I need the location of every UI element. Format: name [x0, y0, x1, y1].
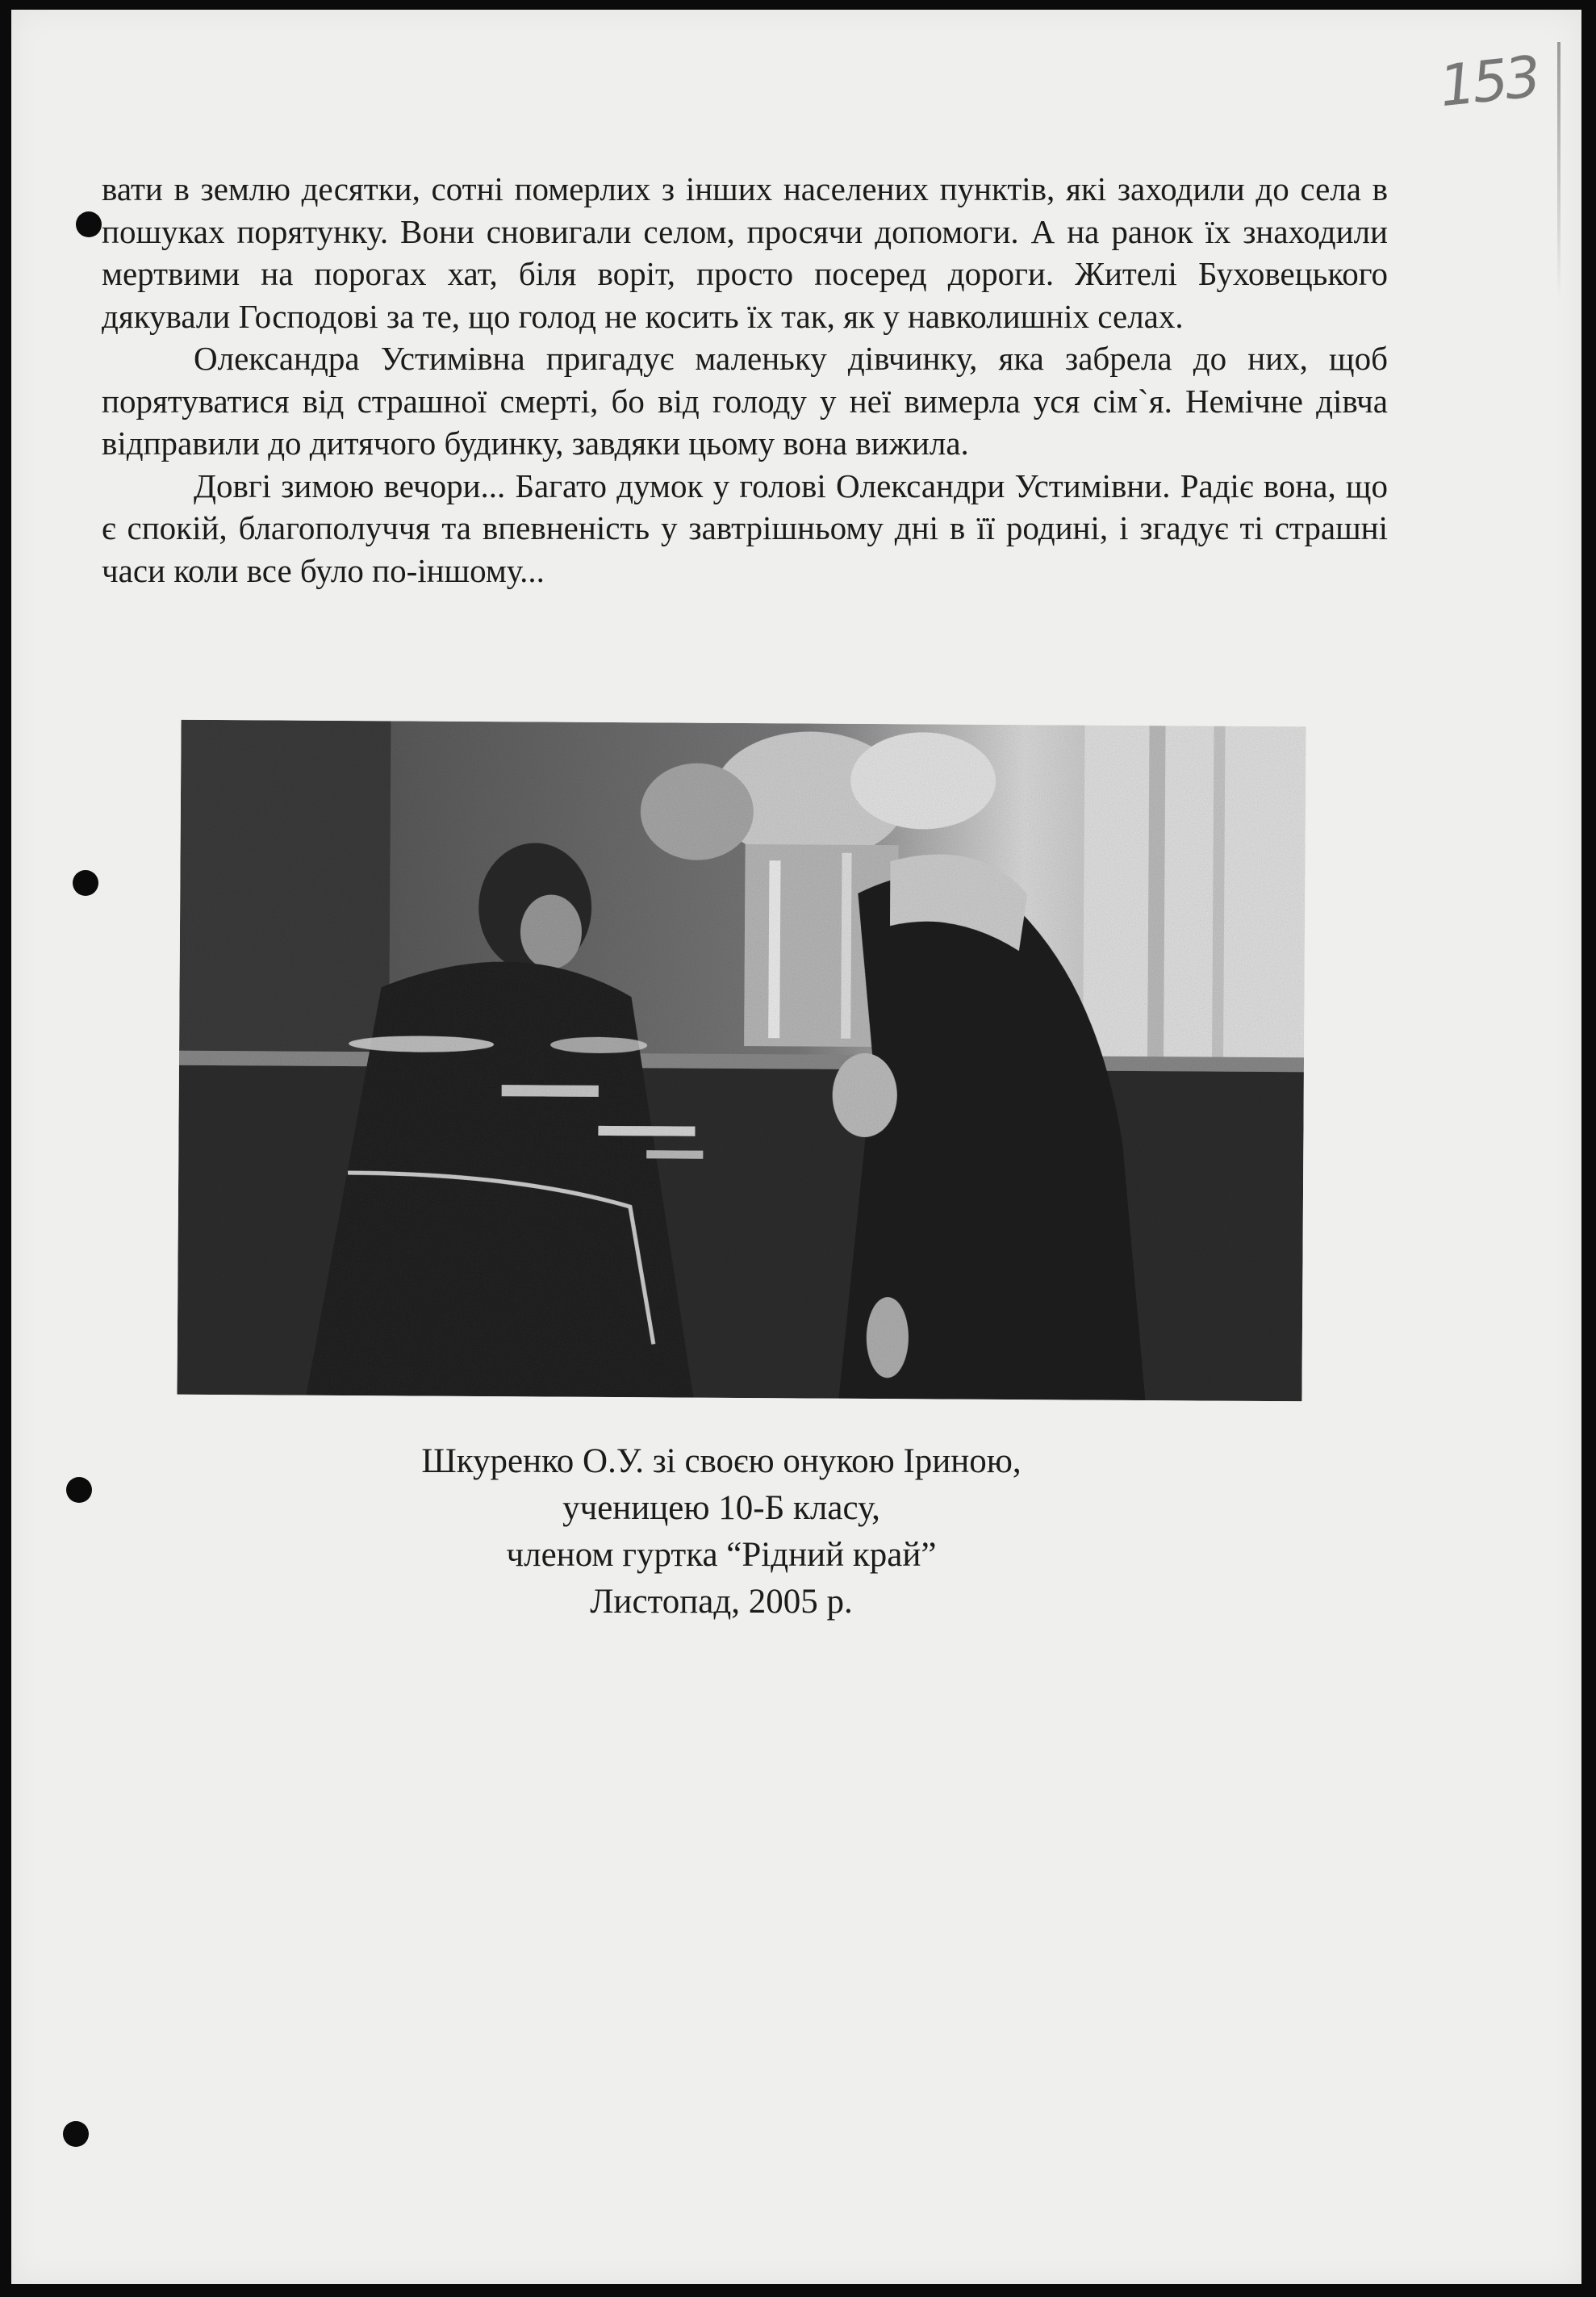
page-number: 153 — [1436, 43, 1541, 120]
body-text — [102, 168, 1388, 592]
photograph — [177, 720, 1306, 1401]
caption-line-1: Шкуренко О.У. зі своєю онукою Іриною, — [421, 1442, 1022, 1480]
paragraph-2: Олександра Устимівна пригадує маленьку дівчинку, яка забрела до них, щоб порятуватися від страшної смерті, бо від голоду у неї вимерла уся сім`я. Немічне дівча відправили до дитячого будинку, завдяки цьому вона вижила. — [102, 340, 1388, 462]
punch-hole — [73, 870, 98, 896]
document-page — [11, 10, 1581, 2284]
photo-caption — [302, 1438, 1141, 1625]
paragraph-1: вати в землю десятки, сотні померлих з інших населених пунктів, які заходили до села в пошуках порятунку. Вони сновигали селом, просячи допомоги. А на ранок їх знаходили мертвими на порогах хат, біля воріт, просто посеред дороги. Жителі Буховецького дякували Господові за те, що голод не косить їх так, як у навколишніх селах. — [102, 170, 1388, 335]
punch-hole — [63, 2121, 89, 2147]
caption-line-4: Листопад, 2005 р. — [590, 1583, 853, 1621]
scan-edge-mark — [1557, 42, 1560, 300]
paragraph-3: Довгі зимою вечори... Багато думок у голові Олександри Устимівни. Радіє вона, що є спокій, благополуччя та впевненість у завтрішньому дні в її родині, і згадує ті страшні часи коли все було по-іншому... — [102, 467, 1388, 589]
punch-hole — [76, 211, 102, 237]
caption-line-2: ученицею 10-Б класу, — [562, 1489, 880, 1527]
punch-hole — [66, 1477, 92, 1503]
caption-line-3: членом гуртка “Рідний край” — [506, 1536, 937, 1574]
